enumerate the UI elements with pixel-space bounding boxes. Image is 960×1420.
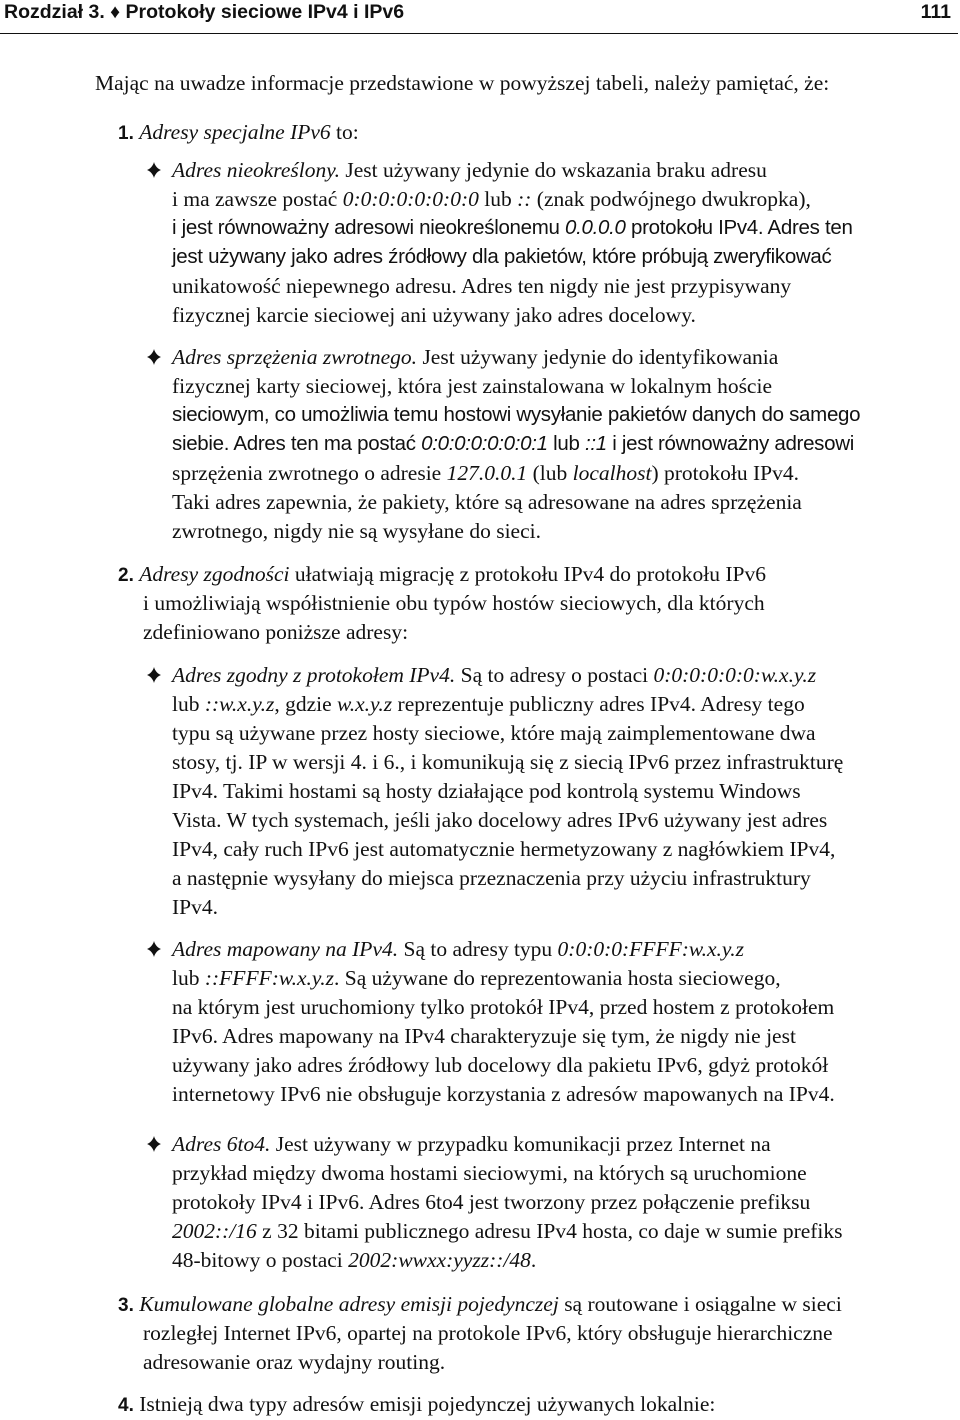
bullet-line: na którym jest uruchomiony tylko protokół IPv4, przed hostem z protokołem bbox=[172, 995, 835, 1019]
paragraph-line: i umożliwiają współistnienie obu typów hostów sieciowych, dla których bbox=[143, 591, 765, 615]
bullet-line: unikatowość niepewnego adresu. Adres ten nigdy nie jest przypisywany bbox=[172, 274, 792, 298]
intro-paragraph: Mając na uwadze informacje przedstawione w powyższej tabeli, należy pamiętać, że: bbox=[95, 71, 830, 95]
bullet-line: typu są używane przez hosty sieciowe, które mają zaimplementowane dwa bbox=[172, 721, 816, 745]
bullet-line: fizycznej karty sieciowej, która jest zainstalowana w lokalnym hoście bbox=[172, 374, 772, 398]
bullet-line: a następnie wysyłany do miejsca przeznaczenia przy użyciu infrastruktury bbox=[172, 866, 811, 890]
paragraph-line: adresowanie oraz wydajny routing. bbox=[143, 1350, 446, 1374]
bullet-line: IPv6. Adres mapowany na IPv4 charakteryzuje się tym, że nigdy nie jest bbox=[172, 1024, 796, 1048]
bullet-line: Adres zgodny z protokołem IPv4. Są to adresy o postaci 0:0:0:0:0:0:w.x.y.z bbox=[172, 663, 817, 687]
chapter-title: Rozdział 3. ♦ Protokoły sieciowe IPv4 i IPv6 bbox=[4, 1, 405, 23]
list-item-3: 3. Kumulowane globalne adresy emisji pojedynczej są routowane i osiągalne w sieci bbox=[118, 1292, 842, 1316]
list-item-2: 2. Adresy zgodności ułatwiają migrację z protokołu IPv4 do protokołu IPv6 bbox=[118, 562, 767, 586]
bullet-line: stosy, tj. IP w wersji 4. i 6., i komunikują się z siecią IPv6 przez infrastrukturę bbox=[172, 750, 844, 774]
bullet-icon bbox=[146, 345, 162, 369]
bullet-line: 2002::/16 z 32 bitami publicznego adresu IPv4 hosta, co daje w sumie prefiks bbox=[172, 1219, 843, 1243]
bullet-line: lub ::w.x.y.z, gdzie w.x.y.z reprezentuje publiczny adres IPv4. Adresy tego bbox=[172, 692, 805, 716]
term: Adres nieokreślony. bbox=[172, 158, 340, 182]
bullet-icon bbox=[146, 158, 162, 182]
bullet-line: internetowy IPv6 nie obsługuje korzystania z adresów mapowanych na IPv4. bbox=[172, 1082, 835, 1106]
bullet-line: przykład między dwoma hostami sieciowymi, na których są uruchomione bbox=[172, 1161, 807, 1185]
bullet-line: sprzężenia zwrotnego o adresie 127.0.0.1 (lub localhost) protokołu IPv4. bbox=[172, 461, 799, 485]
bullet-line: IPv4, cały ruch IPv6 jest automatycznie hermetyzowany z nagłówkiem IPv4, bbox=[172, 837, 836, 861]
list-number: 3. bbox=[118, 1295, 134, 1316]
bullet-line: i ma zawsze postać 0:0:0:0:0:0:0:0 lub :: (znak podwójnego dwukropka), bbox=[172, 187, 811, 211]
page-header bbox=[0, 0, 960, 50]
bullet-line: jest używany jako adres źródłowy dla pakietów, które próbują zweryfikować bbox=[172, 245, 832, 268]
bullet-line: fizycznej karcie sieciowej ani używany jako adres docelowy. bbox=[172, 303, 696, 327]
list-number: 1. bbox=[118, 123, 134, 144]
bullet-line: protokoły IPv4 i IPv6. Adres 6to4 jest tworzony przez połączenie prefiksu bbox=[172, 1190, 811, 1214]
term: Adres mapowany na IPv4. bbox=[172, 937, 399, 961]
term: Adresy zgodności bbox=[139, 562, 290, 586]
bullet-line: Taki adres zapewnia, że pakiety, które są adresowane na adres sprzężenia bbox=[172, 490, 802, 514]
bullet-line: IPv4. bbox=[172, 895, 218, 919]
term: Adresy specjalne IPv6 bbox=[139, 120, 331, 144]
list-item-4: 4. Istnieją dwa typy adresów emisji pojedynczej używanych lokalnie: bbox=[118, 1392, 716, 1416]
paragraph-line: rozległej Internet IPv6, opartej na protokole IPv6, który obsługuje hierarchiczne bbox=[143, 1321, 833, 1345]
bullet-line: Adres 6to4. Jest używany w przypadku komunikacji przez Internet na bbox=[172, 1132, 771, 1156]
list-item-1: 1. Adresy specjalne IPv6 to: bbox=[118, 120, 359, 144]
term: Adres sprzężenia zwrotnego. bbox=[172, 345, 418, 369]
paragraph-line: zdefiniowano poniższe adresy: bbox=[143, 620, 409, 644]
bullet-line: i jest równoważny adresowi nieokreślonemu 0.0.0.0 protokołu IPv4. Adres ten bbox=[172, 216, 853, 239]
page-number: 111 bbox=[920, 1, 951, 23]
bullet-line: Vista. W tych systemach, jeśli jako docelowy adres IPv6 używany jest adres bbox=[172, 808, 828, 832]
bullet-icon bbox=[146, 937, 162, 961]
bullet-icon bbox=[146, 1132, 162, 1156]
list-number: 4. bbox=[118, 1395, 134, 1416]
term: Adres 6to4. bbox=[172, 1132, 271, 1156]
bullet-line: Adres nieokreślony. Jest używany jedynie do wskazania braku adresu bbox=[172, 158, 767, 182]
bullet-line: Adres sprzężenia zwrotnego. Jest używany jedynie do identyfikowania bbox=[172, 345, 779, 369]
bullet-line: Adres mapowany na IPv4. Są to adresy typu 0:0:0:0:FFFF:w.x.y.z bbox=[172, 937, 745, 961]
bullet-line: zwrotnego, nigdy nie są wysyłane do sieci. bbox=[172, 519, 541, 543]
bullet-line: sieciowym, co umożliwia temu hostowi wysyłanie pakietów danych do samego bbox=[172, 403, 861, 426]
bullet-line: IPv4. Takimi hostami są hosty działające pod kontrolą systemu Windows bbox=[172, 779, 801, 803]
term: Kumulowane globalne adresy emisji pojedynczej bbox=[139, 1292, 559, 1316]
bullet-icon bbox=[146, 663, 162, 687]
list-number: 2. bbox=[118, 565, 134, 586]
bullet-line: lub ::FFFF:w.x.y.z. Są używane do reprezentowania hosta sieciowego, bbox=[172, 966, 781, 990]
bullet-line: 48-bitowy o postaci 2002:wwxx:yyzz::/48. bbox=[172, 1248, 537, 1272]
term: Adres zgodny z protokołem IPv4. bbox=[172, 663, 456, 687]
header-rule bbox=[0, 33, 958, 34]
bullet-line: używany jako adres źródłowy lub docelowy dla pakietu IPv6, gdyż protokół bbox=[172, 1053, 829, 1077]
bullet-line: siebie. Adres ten ma postać 0:0:0:0:0:0:0:1 lub ::1 i jest równoważny adresowi bbox=[172, 432, 854, 455]
